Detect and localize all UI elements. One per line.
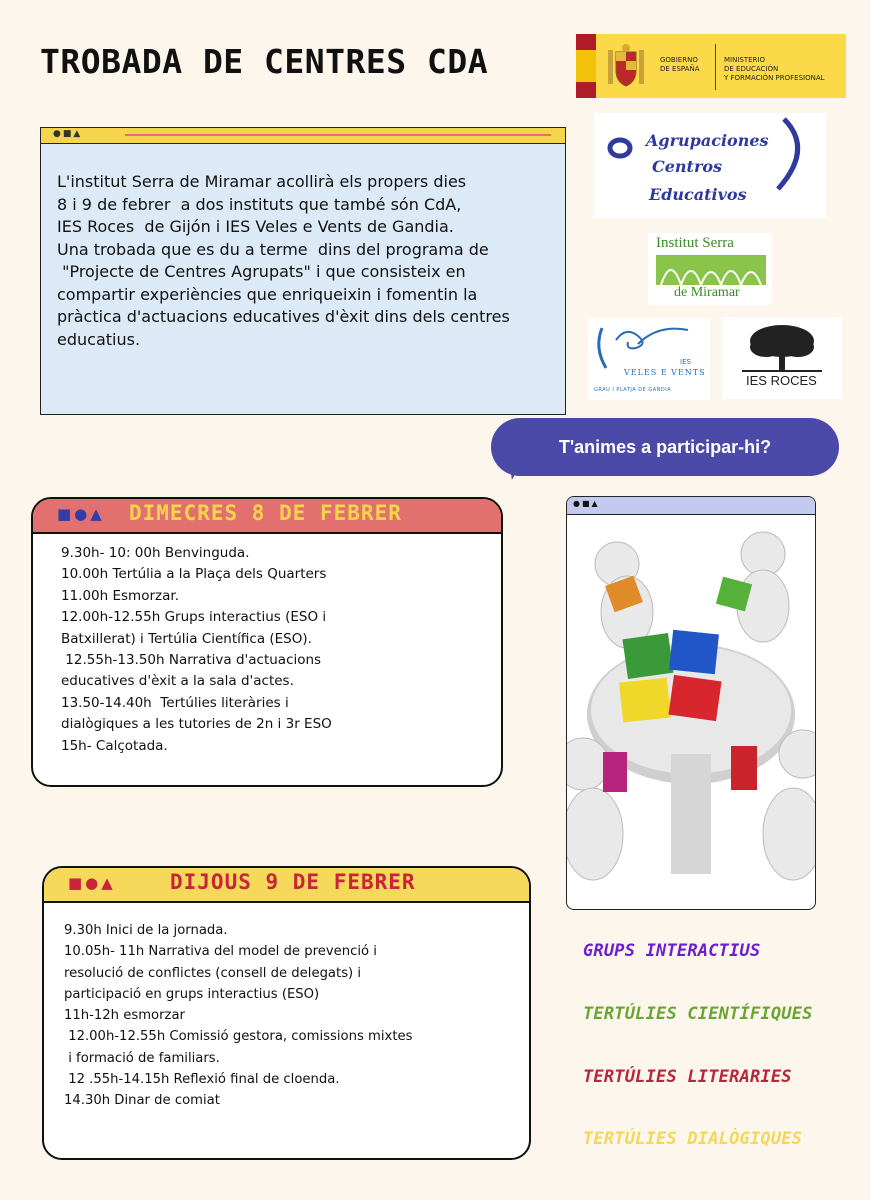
agrupaciones-logo: Agrupaciones Centros Educativos <box>594 113 826 218</box>
day1-schedule-card <box>31 497 503 787</box>
day2-schedule-text: 9.30h Inici de la jornada. 10.05h- 11h Narrativa del model de prevenció i resolució de conflictes (consell de delegats) i participació en grups interactius (ESO) 11h-12h esmorzar 12.00h-12.55h Comissió gestora, comissions mixtes i formació de familiars. 12 .55h-14.15h Reflexió final de cloenda. 14.30h Dinar de comiat <box>64 923 413 1109</box>
intro-text: L'institut Serra de Miramar acollirà els propers dies 8 i 9 de febrer a dos instituts que també són CdA, IES Roces de Gijón i IES Veles e Vents de Gandia. Una trobada que es du a terme dins del programa de "Projecte de Centres Agrupats" i que consisteix en compartir experiències que enriqueixin i fomentin la pràctica d'actuacions educatives d'èxit dins dels centres educatius. <box>57 172 510 349</box>
eu-flag-stripe <box>576 34 596 98</box>
government-logo <box>576 34 846 98</box>
intro-card <box>40 127 566 415</box>
day1-shapes: ■●▲ <box>57 505 105 523</box>
ministerio-text: MINISTERIO DE EDUCACIÓN Y FORMACIÓN PROFESIONAL <box>724 56 825 82</box>
serra-mountains-icon <box>656 255 766 285</box>
day1-header <box>33 499 501 534</box>
day2-heading: DIJOUS 9 DE FEBRER <box>170 870 416 894</box>
category-tertulies-dialogiques: TERTÚLIES DIALÒGIQUES <box>583 1129 803 1149</box>
serra-miramar-logo: Institut Serra de Miramar <box>648 233 772 305</box>
veles-e-vents-logo: IES VELES E VENTS GRAU I PLATJA DE GANDIA <box>588 318 710 400</box>
day2-header <box>44 868 529 903</box>
day1-schedule-text: 9.30h- 10: 00h Benvinguda. 10.00h Tertúlia a la Plaça dels Quarters 11.00h Esmorzar. 12.00h-12.55h Grups interactius (ESO i Batxillerat) i Tertúlia Científica (ESO). 12.55h-13.50h Narrativa d'actuacions educatives d'èxit a la sala d'actes. 13.50-14.40h Tertúlies literàries i dialògiques a les tutories de 2n i 3r ESO 15h- Calçotada. <box>61 545 332 754</box>
day1-heading: DIMECRES 8 DE FEBRER <box>129 501 402 525</box>
page-title: TROBADA DE CENTRES CDA <box>40 42 489 81</box>
intro-card-bar <box>41 128 565 144</box>
category-grups-interactius: GRUPS INTERACTIUS <box>583 941 761 961</box>
tree-icon <box>722 317 842 377</box>
gobierno-text: GOBIERNO DE ESPAÑA <box>660 56 700 73</box>
coat-of-arms-icon <box>606 42 646 90</box>
ies-roces-logo: IES ROCES <box>722 317 842 399</box>
people-puzzle-illustration <box>567 514 815 909</box>
shape-symbols: ●■▲ <box>53 129 83 139</box>
puzzle-image-card <box>566 496 816 910</box>
category-tertulies-cientifiques: TERTÚLIES CIENTÍFIQUES <box>583 1004 813 1024</box>
day2-schedule-card <box>42 866 531 1160</box>
category-tertulies-literaries: TERTÚLIES LITERARIES <box>583 1067 792 1087</box>
participate-bubble: T'animes a participar-hi? <box>491 418 839 476</box>
puzzle-card-bar: ●■▲ <box>567 497 815 515</box>
day2-shapes: ■●▲ <box>68 874 116 892</box>
